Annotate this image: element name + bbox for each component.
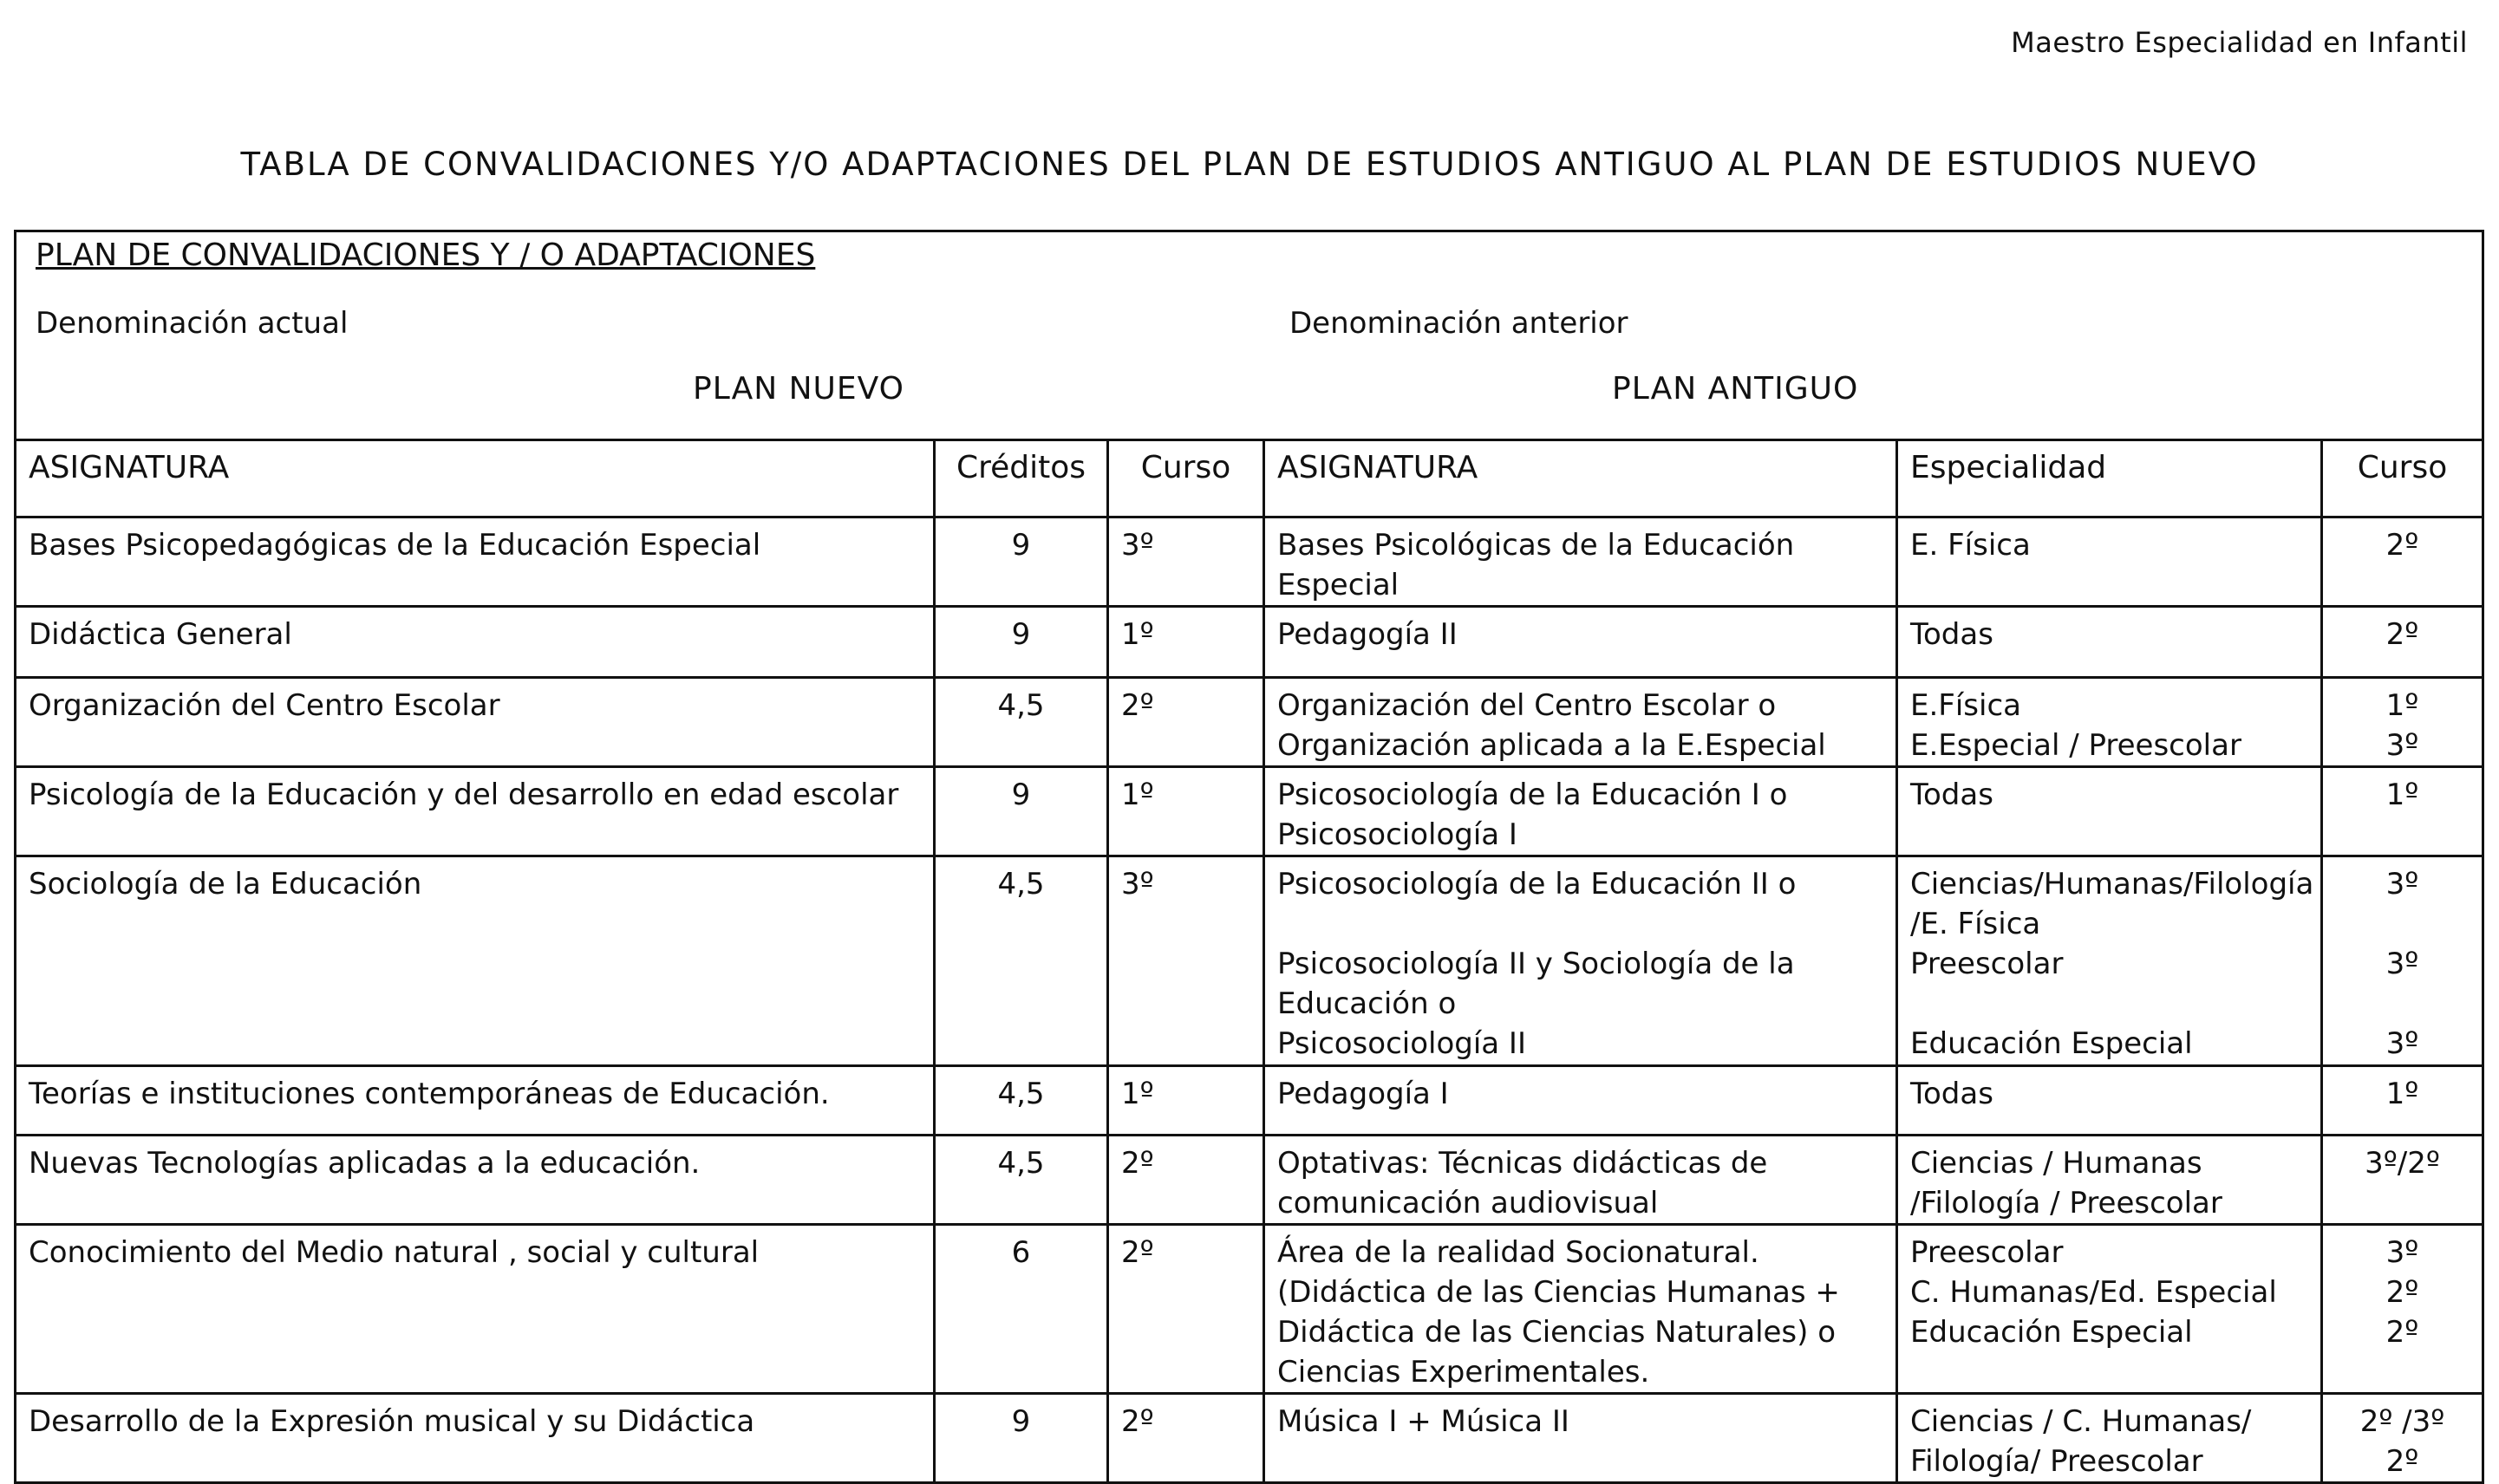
cell-curso-antiguo: 3º 3º 3º <box>2322 856 2483 1066</box>
cell-asignatura: Didáctica General <box>16 607 935 678</box>
cell-curso: 1º <box>1108 607 1264 678</box>
plan-antiguo-label: PLAN ANTIGUO <box>1612 371 1859 407</box>
cell-asignatura-antigua: Pedagogía II <box>1264 607 1897 678</box>
cell-especialidad: Ciencias/Humanas/Filología /E. Física Preescolar Educación Especial <box>1897 856 2322 1066</box>
col-curso-nuevo: Curso <box>1108 440 1264 517</box>
cell-asignatura: Nuevas Tecnologías aplicadas a la educación. <box>16 1136 935 1225</box>
cell-curso: 3º <box>1108 517 1264 607</box>
cell-especialidad: Preescolar C. Humanas/Ed. Especial Educación Especial <box>1897 1225 2322 1394</box>
cell-asignatura-antigua: Psicosociología de la Educación II o Psicosociología II y Sociología de la Educación o Psicosociología II <box>1264 856 1897 1066</box>
col-asignatura-antigua: ASIGNATURA <box>1264 440 1897 517</box>
col-curso-antiguo: Curso <box>2322 440 2483 517</box>
table-row <box>16 517 2483 607</box>
cell-creditos: 9 <box>935 1394 1108 1483</box>
cell-curso-antiguo: 2º /3º 2º <box>2322 1394 2483 1483</box>
cell-asignatura-antigua: Bases Psicológicas de la Educación Especial <box>1264 517 1897 607</box>
cell-curso: 2º <box>1108 678 1264 767</box>
cell-creditos: 9 <box>935 767 1108 856</box>
cell-curso: 1º <box>1108 1066 1264 1136</box>
cell-especialidad: Todas <box>1897 1066 2322 1136</box>
cell-especialidad: E. Física <box>1897 517 2322 607</box>
cell-curso: 2º <box>1108 1225 1264 1394</box>
cell-asignatura: Bases Psicopedagógicas de la Educación Especial <box>16 517 935 607</box>
cell-asignatura-antigua: Psicosociología de la Educación I o Psicosociología I <box>1264 767 1897 856</box>
col-asignatura-nueva: ASIGNATURA <box>16 440 935 517</box>
plan-nuevo-label: PLAN NUEVO <box>693 371 904 407</box>
cell-creditos: 4,5 <box>935 678 1108 767</box>
cell-curso-antiguo: 3º/2º <box>2322 1136 2483 1225</box>
cell-asignatura-antigua: Organización del Centro Escolar o Organización aplicada a la E.Especial <box>1264 678 1897 767</box>
cell-curso: 2º <box>1108 1136 1264 1225</box>
cell-asignatura: Sociología de la Educación <box>16 856 935 1066</box>
cell-curso-antiguo: 3º 2º 2º <box>2322 1225 2483 1394</box>
col-creditos: Créditos <box>935 440 1108 517</box>
cell-curso: 1º <box>1108 767 1264 856</box>
table-row <box>16 1136 2483 1225</box>
cell-especialidad: Ciencias / C. Humanas/ Filología/ Preescolar <box>1897 1394 2322 1483</box>
cell-creditos: 4,5 <box>935 1136 1108 1225</box>
table-row <box>16 1394 2483 1483</box>
col-especialidad: Especialidad <box>1897 440 2322 517</box>
denominacion-anterior-label: Denominación anterior <box>1289 306 1628 341</box>
cell-asignatura: Teorías e instituciones contemporáneas de Educación. <box>16 1066 935 1136</box>
cell-asignatura: Psicología de la Educación y del desarrollo en edad escolar <box>16 767 935 856</box>
plan-title: PLAN DE CONVALIDACIONES Y / O ADAPTACIONES <box>36 238 816 273</box>
document-title: TABLA DE CONVALIDACIONES Y/O ADAPTACIONES DEL PLAN DE ESTUDIOS ANTIGUO AL PLAN DE ESTUDIOS NUEVO <box>240 146 2259 183</box>
table-row <box>16 767 2483 856</box>
cell-curso-antiguo: 1º <box>2322 1066 2483 1136</box>
cell-creditos: 4,5 <box>935 1066 1108 1136</box>
cell-asignatura: Organización del Centro Escolar <box>16 678 935 767</box>
cell-curso: 2º <box>1108 1394 1264 1483</box>
cell-asignatura-antigua: Música I + Música II <box>1264 1394 1897 1483</box>
table-row <box>16 1066 2483 1136</box>
table-row <box>16 856 2483 1066</box>
cell-creditos: 6 <box>935 1225 1108 1394</box>
cell-curso-antiguo: 1º <box>2322 767 2483 856</box>
cell-creditos: 9 <box>935 517 1108 607</box>
table-row <box>16 1225 2483 1394</box>
cell-curso-antiguo: 1º 3º <box>2322 678 2483 767</box>
denominacion-actual-label: Denominación actual <box>36 306 349 341</box>
convalidation-table <box>14 230 2484 1484</box>
cell-curso: 3º <box>1108 856 1264 1066</box>
cell-curso-antiguo: 2º <box>2322 517 2483 607</box>
cell-asignatura-antigua: Pedagogía I <box>1264 1066 1897 1136</box>
cell-asignatura: Conocimiento del Medio natural , social y cultural <box>16 1225 935 1394</box>
header-specialty: Maestro Especialidad en Infantil <box>2011 26 2468 59</box>
cell-asignatura-antigua: Optativas: Técnicas didácticas de comunicación audiovisual <box>1264 1136 1897 1225</box>
cell-creditos: 4,5 <box>935 856 1108 1066</box>
cell-asignatura-antigua: Área de la realidad Socionatural. (Didáctica de las Ciencias Humanas + Didáctica de las Ciencias Naturales) o Ciencias Experimentales. <box>1264 1225 1897 1394</box>
table-meta <box>16 231 2483 440</box>
table-row <box>16 607 2483 678</box>
cell-especialidad: Todas <box>1897 607 2322 678</box>
cell-especialidad: E.Física E.Especial / Preescolar <box>1897 678 2322 767</box>
cell-asignatura: Desarrollo de la Expresión musical y su Didáctica <box>16 1394 935 1483</box>
table-row <box>16 678 2483 767</box>
cell-creditos: 9 <box>935 607 1108 678</box>
cell-especialidad: Ciencias / Humanas /Filología / Preescolar <box>1897 1136 2322 1225</box>
cell-curso-antiguo: 2º <box>2322 607 2483 678</box>
column-header-row <box>16 440 2483 517</box>
cell-especialidad: Todas <box>1897 767 2322 856</box>
